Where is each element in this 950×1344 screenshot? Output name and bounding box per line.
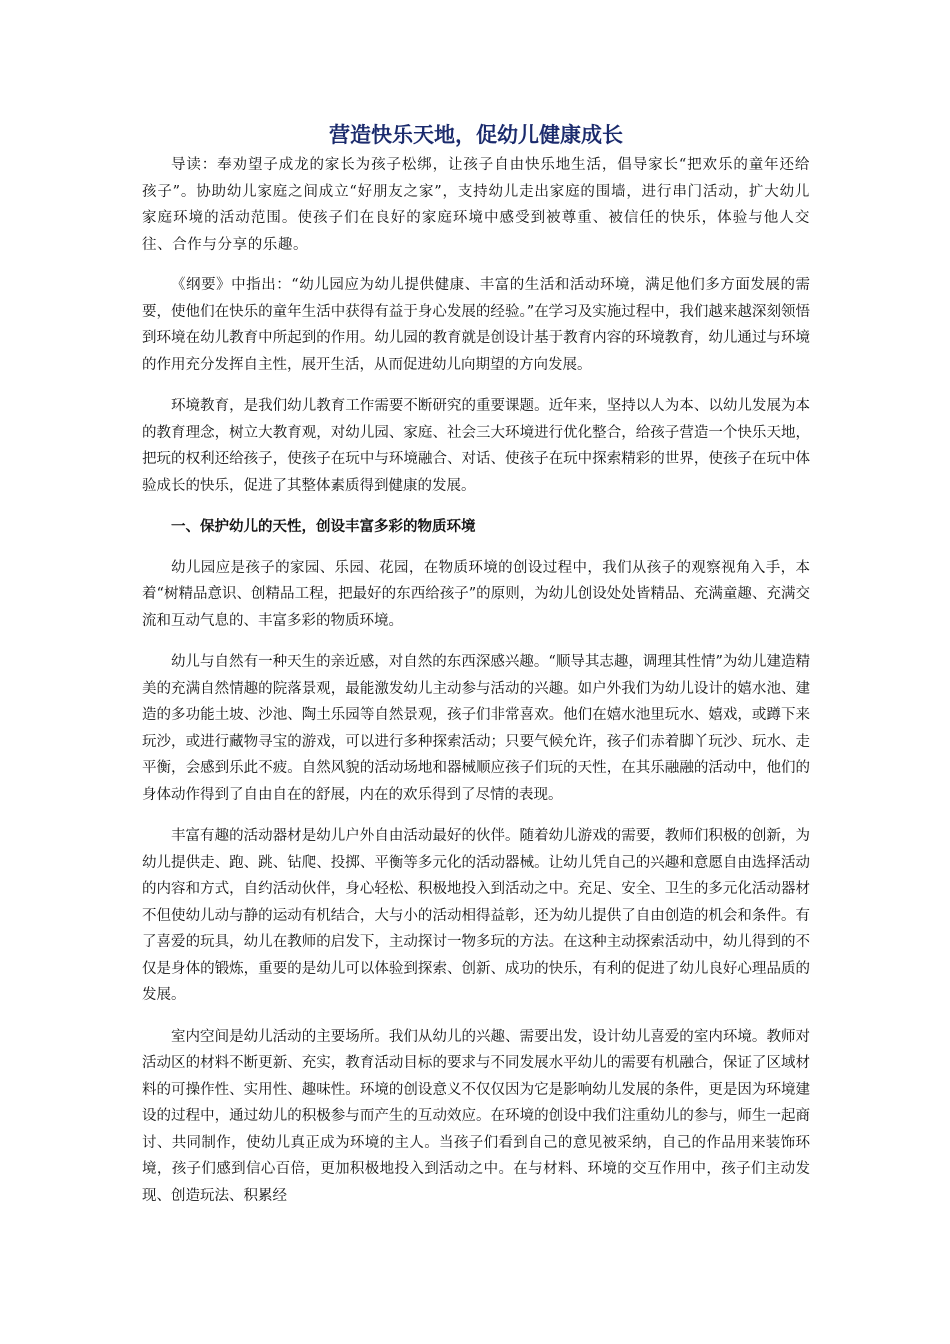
document-title: 营造快乐天地，促幼儿健康成长 xyxy=(329,123,623,147)
intro-paragraph: 导读：奉劝望子成龙的家长为孩子松绑，让孩子自由快乐地生活，倡导家长“把欢乐的童年还给孩子”。协助幼儿家庭之间成立“好朋友之家”，支持幼儿走出家庭的围墙，进行串门活动，扩大幼儿家庭环境的活动范围。使孩子们在良好的家庭环境中感受到被尊重、被信任的快乐，体验与他人交往、合作与分享的乐趣。 xyxy=(142,157,810,253)
section1-paragraph-4: 室内空间是幼儿活动的主要场所。我们从幼儿的兴趣、需要出发，设计幼儿喜爱的室内环境。教师对活动区的材料不断更新、充实，教育活动目标的要求与不同发展水平幼儿的需要有机融合，保证了区域材料的可操作性、实用性、趣味性。环境的创设意义不仅仅因为它是影响幼儿发展的条件，更是因为环境建设的过程中，通过幼儿的积极参与而产生的互动效应。在环境的创设中我们注重幼儿的参与，师生一起商讨、共同制作，使幼儿真正成为环境的主人。当孩子们看到自己的意见被采纳，自己的作品用来装饰环境，孩子们感到信心百倍，更加积极地投入到活动之中。在与材料、环境的交互作用中，孩子们主动发现、创造玩法、积累经 xyxy=(142,1028,810,1204)
document-page xyxy=(142,118,810,1224)
body-paragraph-2: 环境教育，是我们幼儿教育工作需要不断研究的重要课题。近年来，坚持以人为本、以幼儿发展为本的教育理念，树立大教育观，对幼儿园、家庭、社会三大环境进行优化整合，给孩子营造一个快乐天地，把玩的权利还给孩子，使孩子在玩中与环境融合、对话、使孩子在玩中探索精彩的世界，使孩子在玩中体验成长的快乐，促进了其整体素质得到健康的发展。 xyxy=(142,398,810,494)
section1-paragraph-2: 幼儿与自然有一种天生的亲近感，对自然的东西深感兴趣。“顺导其志趣，调理其性情”为幼儿建造精美的充满自然情趣的院落景观，最能激发幼儿主动参与活动的兴趣。如户外我们为幼儿设计的嬉水池、建造的多功能土坡、沙池、陶土乐园等自然景观，孩子们非常喜欢。他们在嬉水池里玩水、嬉戏，或蹲下来玩沙，或进行藏物寻宝的游戏，可以进行多种探索活动；只要气候允许，孩子们赤着脚丫玩沙、玩水、走平衡，会感到乐此不疲。自然风貌的活动场地和器械顺应孩子们玩的天性，在其乐融融的活动中，他们的身体动作得到了自由自在的舒展，内在的欢乐得到了尽情的表现。 xyxy=(142,654,810,803)
section-heading-1: 一、保护幼儿的天性，创设丰富多彩的物质环境 xyxy=(171,519,476,535)
body-paragraph-1: 《纲要》中指出：“幼儿园应为幼儿提供健康、丰富的生活和活动环境，满足他们多方面发展的需要，使他们在快乐的童年生活中获得有益于身心发展的经验。”在学习及实施过程中，我们越来越深刻领悟到环境在幼儿教育中所起到的作用。幼儿园的教育就是创设计基于教育内容的环境教育，幼儿通过与环境的作用充分发挥自主性，展开生活，从而促进幼儿向期望的方向发展。 xyxy=(142,277,810,373)
section1-paragraph-1: 幼儿园应是孩子的家园、乐园、花园，在物质环境的创设过程中，我们从孩子的观察视角入手，本着“树精品意识、创精品工程，把最好的东西给孩子”的原则，为幼儿创设处处皆精品、充满童趣、充满交流和互动气息的、丰富多彩的物质环境。 xyxy=(142,559,810,629)
section1-paragraph-3: 丰富有趣的活动器材是幼儿户外自由活动最好的伙伴。随着幼儿游戏的需要，教师们积极的创新，为幼儿提供走、跑、跳、钻爬、投掷、平衡等多元化的活动器械。让幼儿凭自己的兴趣和意愿自由选择活动的内容和方式，自约活动伙伴，身心轻松、积极地投入到活动之中。充足、安全、卫生的多元化活动器材不但使幼儿动与静的运动有机结合，大与小的活动相得益彰，还为幼儿提供了自由创造的机会和条件。有了喜爱的玩具，幼儿在教师的启发下，主动探讨一物多玩的方法。在这种主动探索活动中，幼儿得到的不仅是身体的锻炼，重要的是幼儿可以体验到探索、创新、成功的快乐，有利的促进了幼儿良好心理品质的发展。 xyxy=(142,828,810,1003)
